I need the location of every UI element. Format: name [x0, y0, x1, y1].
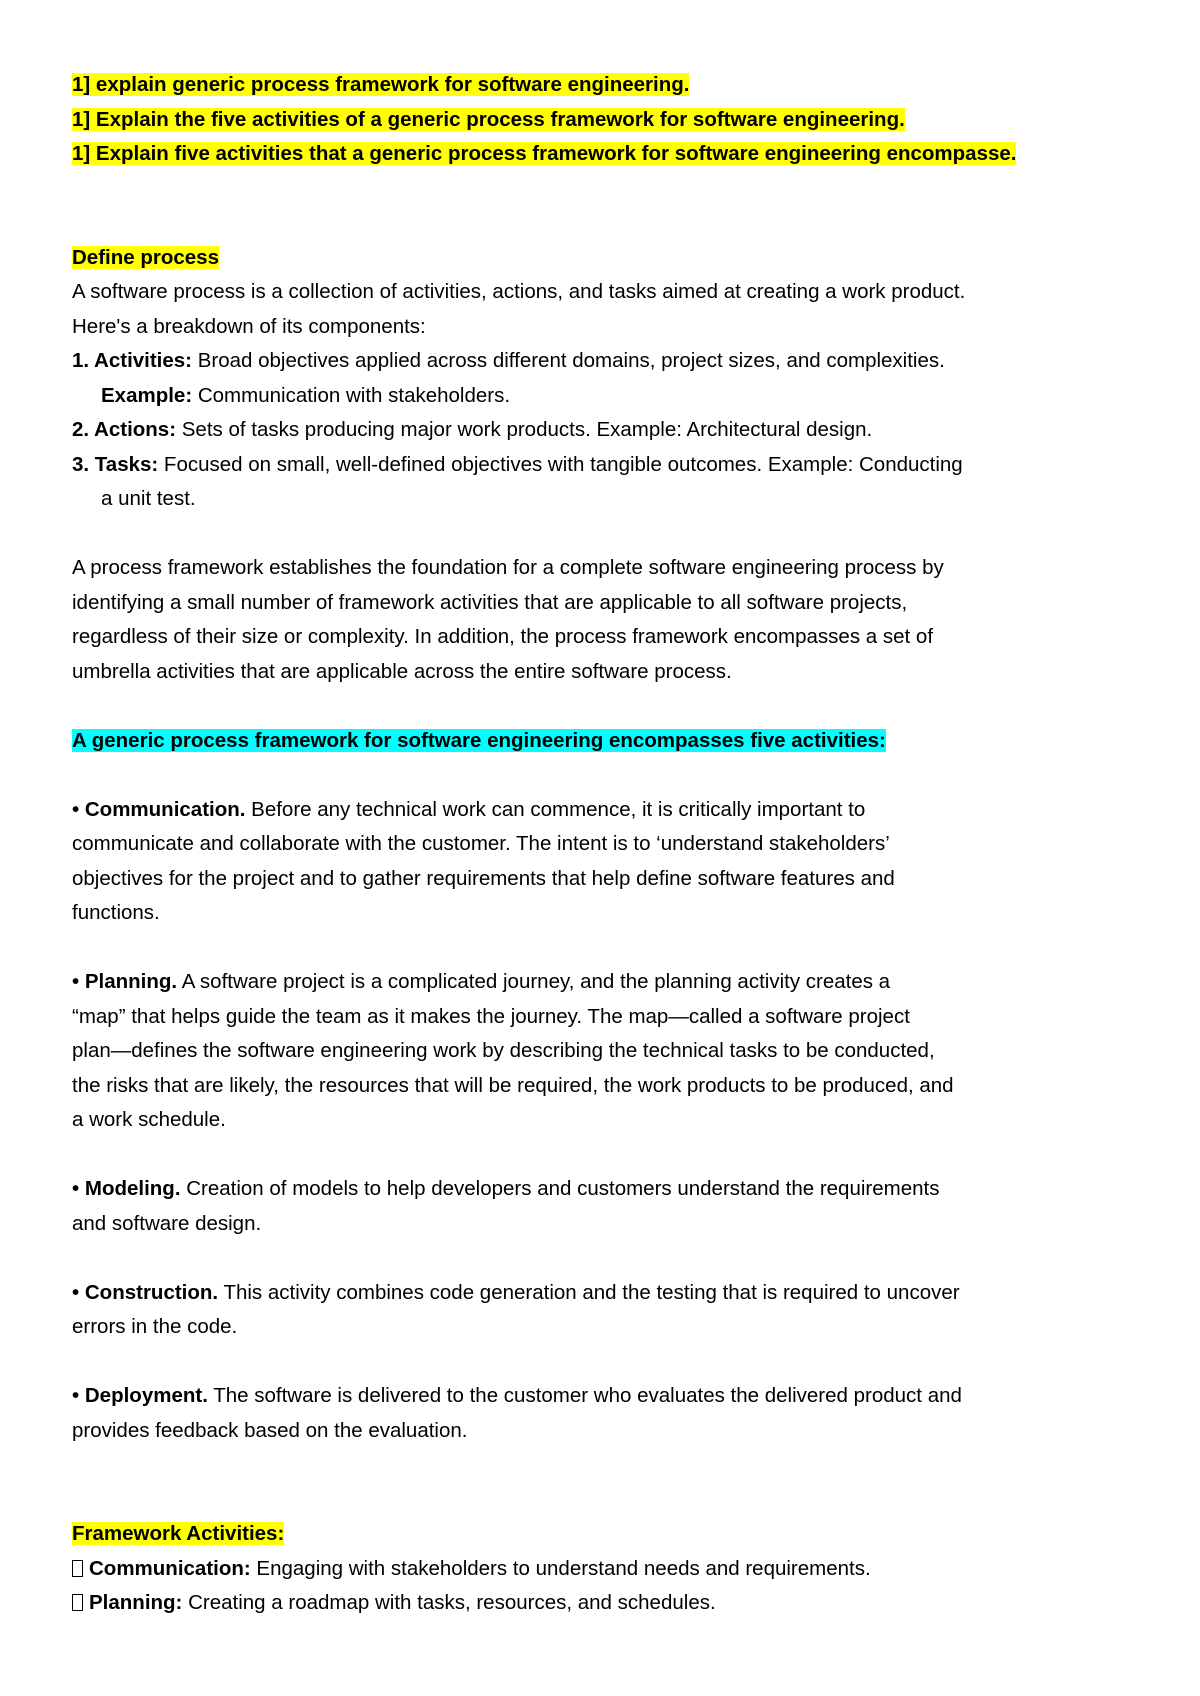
activity-line: functions.: [72, 901, 160, 924]
spacer: [72, 517, 1138, 552]
component-activities: 1. Activities: Broad objectives applied across different domains, project sizes, and complexities.: [72, 349, 945, 372]
activity-line: provides feedback based on the evaluation.: [72, 1418, 468, 1442]
framework-activities-heading: Framework Activities:: [72, 1522, 285, 1545]
activity-line: a work schedule.: [72, 1108, 226, 1131]
activity-communication: • Communication. Before any technical work can commence, it is critically important to: [72, 797, 866, 821]
missing-glyph-box-icon: [72, 1560, 83, 1577]
activity-deployment: • Deployment. The software is delivered to the customer who evaluates the delivered product and: [72, 1384, 962, 1407]
question-3: 1] Explain five activities that a generic process framework for software engineering encompasse.: [72, 142, 1017, 165]
activity-modeling: • Modeling. Creation of models to help developers and customers understand the requirements: [72, 1177, 940, 1200]
define-process-intro-2: Here's a breakdown of its components:: [72, 314, 426, 338]
activity-construction: • Construction. This activity combines code generation and the testing that is required to uncover: [72, 1280, 960, 1304]
framework-paragraph-line: regardless of their size or complexity. In addition, the process framework encompasses a set of: [72, 625, 934, 648]
define-process-heading: Define process: [72, 245, 219, 269]
spacer: [72, 172, 1138, 241]
framework-paragraph-line: umbrella activities that are applicable across the entire software process.: [72, 659, 732, 683]
component-actions: 2. Actions: Sets of tasks producing major work products. Example: Architectural design.: [72, 418, 873, 441]
activity-line: “map” that helps guide the team as it makes the journey. The map—called a software project: [72, 1004, 910, 1028]
framework-paragraph-line: identifying a small number of framework activities that are applicable to all software projects,: [72, 590, 908, 614]
activity-line: plan—defines the software engineering work by describing the technical tasks to be conducted,: [72, 1039, 935, 1062]
missing-glyph-box-icon: [72, 1594, 83, 1611]
question-2: 1] Explain the five activities of a generic process framework for software engineering.: [72, 107, 905, 131]
activity-line: the risks that are likely, the resources that will be required, the work products to be produced, and: [72, 1073, 954, 1097]
component-tasks: 3. Tasks: Focused on small, well-defined objectives with tangible outcomes. Example: Conducting: [72, 452, 963, 476]
activity-line: communicate and collaborate with the customer. The intent is to ‘understand stakeholders’: [72, 832, 890, 855]
spacer: [72, 758, 1138, 793]
spacer: [72, 1241, 1138, 1276]
spacer: [72, 689, 1138, 724]
component-activities-example: Example: Communication with stakeholders.: [101, 383, 511, 407]
activity-line: objectives for the project and to gather requirements that help define software features and: [72, 866, 895, 890]
question-1: 1] explain generic process framework for software engineering.: [72, 73, 690, 96]
framework-paragraph-line: A process framework establishes the foundation for a complete software engineering process by: [72, 556, 944, 579]
spacer: [72, 1138, 1138, 1173]
component-tasks-cont: a unit test.: [101, 487, 196, 510]
framework-activity-communication: Communication: Engaging with stakeholders to understand needs and requirements.: [72, 1552, 1138, 1587]
activity-line: errors in the code.: [72, 1315, 238, 1338]
activity-planning: • Planning. A software project is a complicated journey, and the planning activity creates a: [72, 970, 891, 993]
framework-activity-planning: Planning: Creating a roadmap with tasks, resources, and schedules.: [72, 1586, 1138, 1621]
activity-line: and software design.: [72, 1211, 262, 1235]
spacer: [72, 931, 1138, 966]
spacer: [72, 1448, 1138, 1517]
define-process-intro: A software process is a collection of activities, actions, and tasks aimed at creating a work product.: [72, 280, 966, 303]
document-body: [72, 68, 1138, 1621]
generic-framework-heading: A generic process framework for software engineering encompasses five activities:: [72, 728, 886, 752]
spacer: [72, 1345, 1138, 1380]
